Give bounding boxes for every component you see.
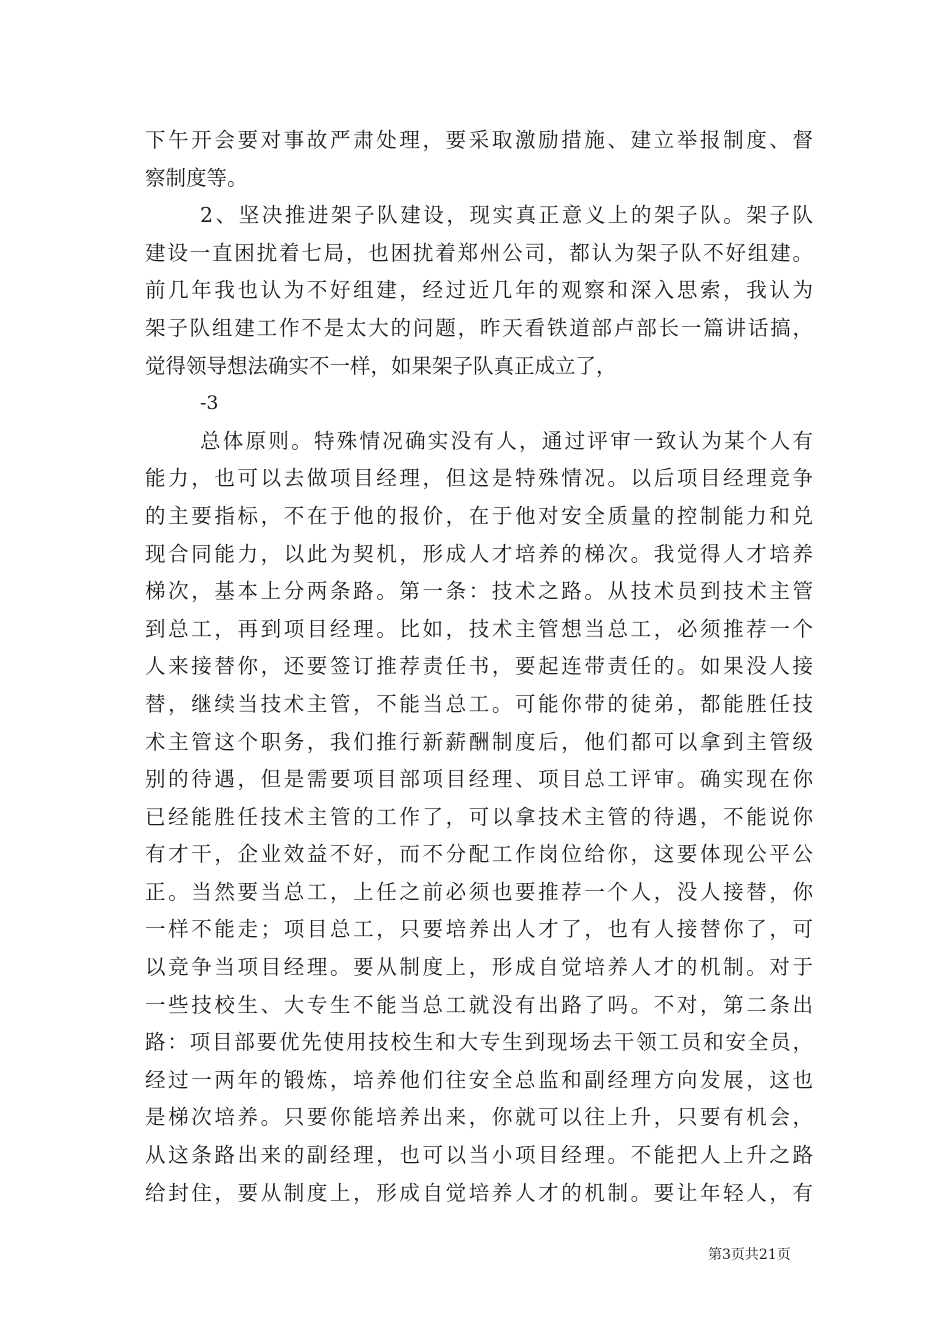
text-line: 正。当然要当总工，上任之前必须也要推荐一个人，没人接替，你: [145, 879, 813, 904]
text-line: 下午开会要对事故严肃处理，要采取激励措施、建立举报制度、督: [145, 128, 813, 152]
text-line: 一样不能走；项目总工，只要培养出人才了，也有人接替你了，可: [145, 917, 813, 942]
text-line: 有才干，企业效益不好，而不分配工作岗位给你，这要体现公平公: [145, 842, 813, 867]
text-line: 的主要指标，不在于他的报价，在于他对安全质量的控制能力和兑: [145, 503, 813, 528]
text-line: 建设一直困扰着七局，也困扰着郑州公司，都认为架子队不好组建。: [145, 240, 813, 265]
text-line: 术主管这个职务，我们推行新薪酬制度后，他们都可以拿到主管级: [145, 729, 813, 754]
page-number-footer: 第3页共21页: [708, 1247, 791, 1263]
paragraph-first-line: 总体原则。特殊情况确实没有人，通过评审一致认为某个人有: [200, 428, 813, 453]
text-line: 察制度等。: [145, 165, 248, 190]
text-line: 替，继续当技术主管，不能当总工。可能你带的徒弟，都能胜任技: [145, 691, 813, 716]
text-line: 已经能胜任技术主管的工作了，可以拿技术主管的待遇，不能说你: [145, 804, 813, 829]
paragraph-first-line: 2、坚决推进架子队建设，现实真正意义上的架子队。架子队: [200, 203, 813, 228]
text-line: 现合同能力，以此为契机，形成人才培养的梯次。我觉得人才培养: [145, 541, 813, 566]
text-line: 能力，也可以去做项目经理，但这是特殊情况。以后项目经理竞争: [145, 466, 813, 491]
text-line: 架子队组建工作不是太大的问题，昨天看铁道部卢部长一篇讲话搞，: [145, 315, 813, 340]
text-line: 路：项目部要优先使用技校生和大专生到现场去干领工员和安全员，: [145, 1030, 813, 1055]
text-line: 给封住，要从制度上，形成自觉培养人才的机制。要让年轻人，有: [145, 1180, 813, 1205]
text-line: 是梯次培养。只要你能培养出来，你就可以往上升，只要有机会，: [145, 1105, 813, 1130]
text-line: 以竞争当项目经理。要从制度上，形成自觉培养人才的机制。对于: [145, 955, 813, 980]
text-line: 觉得领导想法确实不一样，如果架子队真正成立了，: [145, 353, 617, 378]
text-line: 一些技校生、大专生不能当总工就没有出路了吗。不对，第二条出: [145, 992, 813, 1017]
text-line: 经过一两年的锻炼，培养他们往安全总监和副经理方向发展，这也: [145, 1067, 813, 1092]
text-line: 别的待遇，但是需要项目部项目经理、项目总工评审。确实现在你: [145, 767, 813, 792]
text-line: 梯次，基本上分两条路。第一条：技术之路。从技术员到技术主管: [145, 579, 813, 604]
text-line: 前几年我也认为不好组建，经过近几年的观察和深入思索，我认为: [145, 278, 813, 303]
text-line: 从这条路出来的副经理，也可以当小项目经理。不能把人上升之路: [145, 1143, 813, 1168]
text-line: 人来接替你，还要签订推荐责任书，要起连带责任的。如果没人接: [145, 654, 813, 679]
text-line: 到总工，再到项目经理。比如，技术主管想当总工，必须推荐一个: [145, 616, 813, 641]
body-text: [145, 122, 813, 1212]
page-marker: -3: [200, 392, 219, 415]
